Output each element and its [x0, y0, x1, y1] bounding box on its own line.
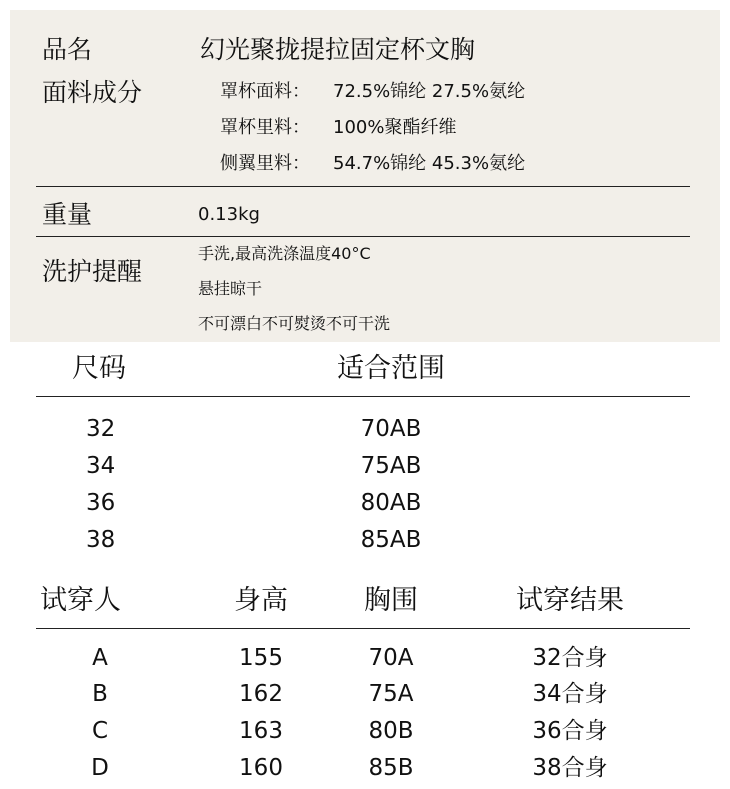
care-label: 洗护提醒	[42, 257, 143, 286]
tester-cell: B	[92, 681, 108, 707]
result-cell: 34合身	[532, 681, 608, 707]
divider	[36, 236, 690, 237]
size-table-header-range: 适合范围	[337, 353, 445, 384]
bust-cell: 80B	[368, 718, 414, 744]
fit-table-header-result: 试穿结果	[516, 585, 624, 616]
fabric-row-label: 罩杯面料：	[220, 81, 310, 102]
fabric-row-label: 侧翼里料：	[220, 153, 310, 174]
fabric-label: 面料成分	[42, 78, 143, 107]
range-cell: 85AB	[360, 527, 422, 553]
tester-cell: A	[92, 645, 108, 671]
weight-label: 重量	[42, 200, 93, 229]
divider	[36, 186, 690, 187]
height-cell: 163	[239, 718, 283, 744]
size-cell: 38	[86, 527, 116, 553]
range-cell: 80AB	[360, 490, 422, 516]
size-cell: 32	[86, 416, 116, 442]
height-cell: 162	[239, 681, 283, 707]
fabric-row-value: 72.5%锦纶 27.5%氨纶	[333, 81, 526, 102]
fabric-row-value: 100%聚酯纤维	[333, 117, 457, 138]
size-table-rule	[36, 396, 690, 397]
height-cell: 160	[239, 755, 283, 781]
bust-cell: 70A	[368, 645, 414, 671]
fit-table-header-bust: 胸围	[364, 585, 418, 616]
size-table-header-size: 尺码	[72, 353, 126, 384]
fit-table-header-tester: 试穿人	[40, 585, 121, 616]
product-name-label: 品名	[42, 35, 93, 64]
fabric-row-label: 罩杯里料：	[220, 117, 310, 138]
bust-cell: 85B	[368, 755, 414, 781]
product-name-value: 幻光聚拢提拉固定杯文胸	[200, 35, 476, 64]
size-cell: 34	[86, 453, 116, 479]
result-cell: 36合身	[532, 718, 608, 744]
height-cell: 155	[239, 645, 283, 671]
weight-value: 0.13kg	[198, 204, 260, 225]
range-cell: 70AB	[360, 416, 422, 442]
fit-table-rule	[36, 628, 690, 629]
tester-cell: C	[91, 718, 109, 744]
care-item: 手洗,最高洗涤温度40°C	[198, 244, 371, 263]
size-cell: 36	[86, 490, 116, 516]
bust-cell: 75A	[368, 681, 414, 707]
fabric-row-value: 54.7%锦纶 45.3%氨纶	[333, 153, 526, 174]
result-cell: 38合身	[532, 755, 608, 781]
range-cell: 75AB	[360, 453, 422, 479]
care-item: 悬挂晾干	[198, 279, 263, 298]
care-item: 不可漂白不可熨烫不可干洗	[198, 314, 391, 333]
tester-cell: D	[91, 755, 109, 781]
result-cell: 32合身	[532, 645, 608, 671]
fit-table-header-height: 身高	[234, 585, 288, 616]
